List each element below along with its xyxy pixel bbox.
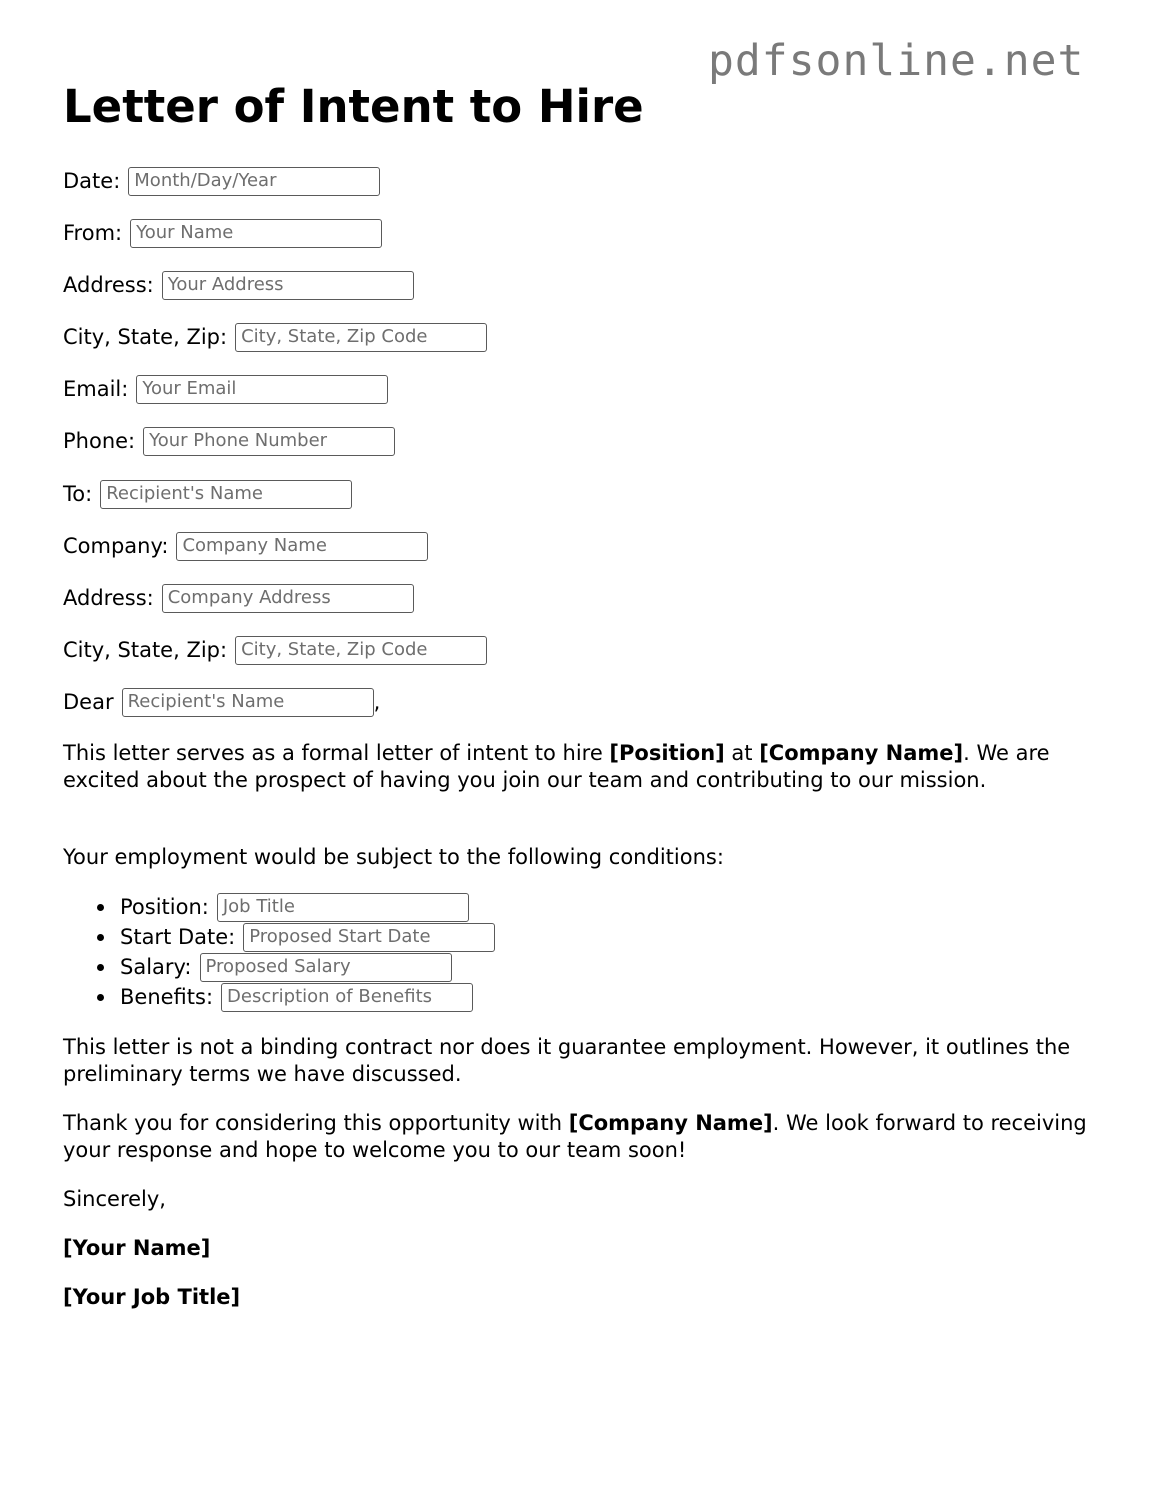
salutation-name-field[interactable]: Recipient's Name — [122, 688, 374, 717]
position-placeholder: [Position] — [609, 741, 725, 765]
conditions-list — [63, 892, 495, 1012]
salutation-comma: , — [373, 690, 381, 714]
sender-address-row — [63, 270, 414, 300]
phone-field[interactable]: Your Phone Number — [143, 427, 395, 456]
signature-name: [Your Name] — [63, 1236, 211, 1260]
thanks-text-2: . We look forward to receiving your response and hope to welcome you to our team soon! — [63, 1111, 1087, 1162]
from-label: From: — [63, 221, 123, 245]
intent-text-3: . We are excited about the prospect of having you join our team and contributing to our mission. — [63, 741, 1050, 792]
company-placeholder: [Company Name] — [759, 741, 964, 765]
benefits-label: Benefits: — [120, 985, 214, 1009]
company-address-field[interactable]: Company Address — [162, 584, 414, 613]
salutation-row — [63, 687, 380, 717]
closing: Sincerely, — [63, 1187, 166, 1211]
dear-label: Dear — [63, 690, 114, 714]
watermark: pdfsonline.net — [708, 36, 1085, 86]
list-item — [120, 952, 495, 982]
intent-text-2: at — [724, 741, 760, 765]
company-address-row — [63, 583, 414, 613]
company-placeholder: [Company Name] — [568, 1111, 773, 1135]
intent-text-1: This letter serves as a formal letter of intent to hire — [63, 741, 610, 765]
list-item — [120, 982, 495, 1012]
company-address-label: Address: — [63, 586, 154, 610]
phone-label: Phone: — [63, 429, 136, 453]
position-label: Position: — [120, 895, 209, 919]
from-name-field[interactable]: Your Name — [130, 219, 382, 248]
email-field[interactable]: Your Email — [136, 375, 388, 404]
to-row — [63, 479, 352, 509]
sender-address-field[interactable]: Your Address — [162, 271, 414, 300]
to-label: To: — [63, 482, 93, 506]
sender-city-row — [63, 322, 487, 352]
thanks-text-1: Thank you for considering this opportunity with — [63, 1111, 569, 1135]
sender-city-label: City, State, Zip: — [63, 325, 228, 349]
page-title: Letter of Intent to Hire — [63, 80, 644, 133]
thank-you-paragraph — [63, 1110, 1088, 1164]
date-field[interactable]: Month/Day/Year — [128, 167, 380, 196]
conditions-intro: Your employment would be subject to the following conditions: — [63, 845, 724, 869]
phone-row — [63, 426, 395, 456]
recipient-name-field[interactable]: Recipient's Name — [100, 480, 352, 509]
company-city-row — [63, 635, 487, 665]
salary-field[interactable]: Proposed Salary — [200, 953, 452, 982]
job-title-field[interactable]: Job Title — [217, 893, 469, 922]
company-name-field[interactable]: Company Name — [176, 532, 428, 561]
salary-label: Salary: — [120, 955, 192, 979]
company-city-label: City, State, Zip: — [63, 638, 228, 662]
company-label: Company: — [63, 534, 169, 558]
benefits-field[interactable]: Description of Benefits — [221, 983, 473, 1012]
company-city-field[interactable]: City, State, Zip Code — [235, 636, 487, 665]
from-row — [63, 218, 382, 248]
sender-address-label: Address: — [63, 273, 154, 297]
start-date-field[interactable]: Proposed Start Date — [243, 923, 495, 952]
list-item — [120, 922, 495, 952]
sender-city-field[interactable]: City, State, Zip Code — [235, 323, 487, 352]
signature-job-title: [Your Job Title] — [63, 1285, 241, 1309]
disclaimer-paragraph: This letter is not a binding contract nor does it guarantee employment. However, it outlines the preliminary terms we have discussed. — [63, 1035, 1071, 1086]
start-date-label: Start Date: — [120, 925, 236, 949]
date-row — [63, 166, 380, 196]
date-label: Date: — [63, 169, 121, 193]
intent-paragraph — [63, 740, 1088, 794]
email-row — [63, 374, 388, 404]
email-label: Email: — [63, 377, 129, 401]
company-row — [63, 531, 428, 561]
list-item — [120, 892, 495, 922]
